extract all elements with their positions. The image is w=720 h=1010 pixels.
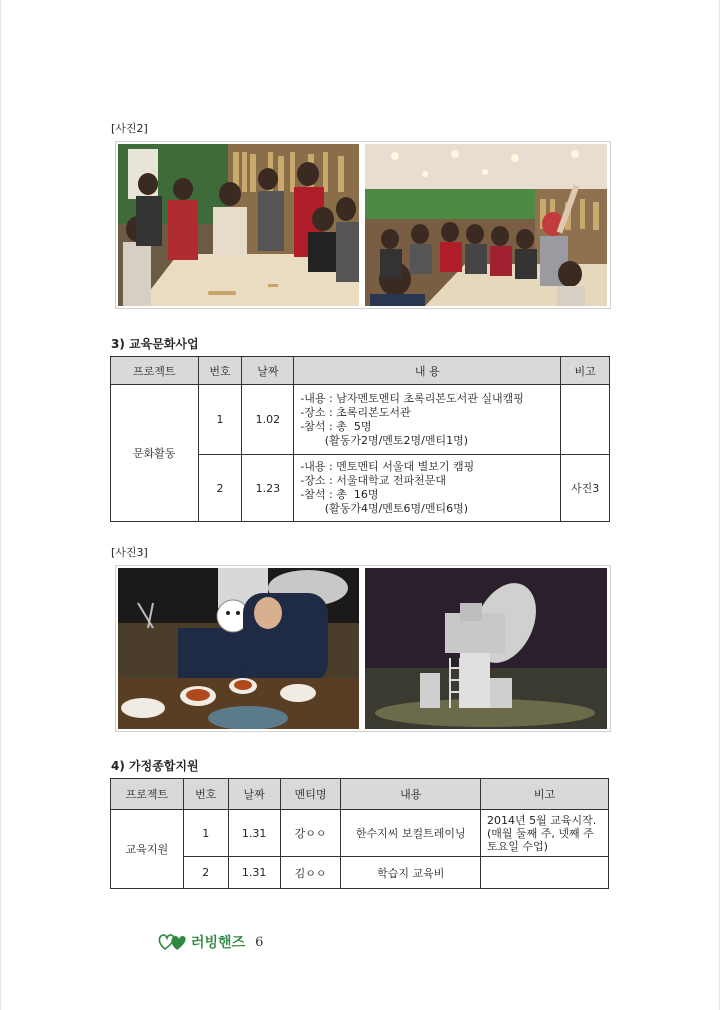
- header-number: 번호: [183, 779, 228, 810]
- page-number: 6: [255, 934, 264, 950]
- header-content: 내용: [341, 779, 481, 810]
- project-cell: 교육지원: [111, 810, 184, 889]
- section4-title: 4) 가정종합지원: [111, 759, 199, 773]
- mentee-cell: 김ㅇㅇ: [280, 857, 341, 889]
- header-mentee: 멘티명: [280, 779, 341, 810]
- number-cell: 1: [198, 385, 242, 455]
- date-cell: 1.02: [242, 385, 294, 455]
- content-line: -내용 : 멘토멘티 서울대 별보기 캠핑: [300, 460, 475, 473]
- section3-title: 3) 교육문화사업: [111, 337, 199, 351]
- content-line: (활동가4명/멘토6명/멘티6명): [300, 502, 469, 515]
- header-content: 내 용: [294, 357, 561, 385]
- header-date: 날짜: [242, 357, 294, 385]
- number-cell: 2: [198, 455, 242, 522]
- header-project: 프로젝트: [111, 357, 199, 385]
- content-cell: 학습지 교육비: [341, 857, 481, 889]
- project-cell: 문화활동: [111, 385, 199, 522]
- content-line: -장소 : 서울대학교 전파천문대: [300, 474, 447, 487]
- note-cell: [561, 385, 610, 455]
- table-row: [111, 857, 609, 889]
- header-note: 비고: [561, 357, 610, 385]
- content-line: -내용 : 남자멘토멘티 초록리본도서관 실내캠핑: [300, 391, 524, 405]
- table-header-row: [111, 779, 609, 810]
- culture-activity-table: [110, 356, 610, 522]
- header-number: 번호: [198, 357, 242, 385]
- table-row: [111, 385, 610, 455]
- note-line: (매월 둘째 주, 넷째 주: [487, 826, 594, 840]
- note-cell: [481, 810, 609, 857]
- photo3-frame: [115, 565, 611, 732]
- content-cell: [294, 455, 561, 522]
- content-line: -참석 : 총 5명: [300, 419, 372, 433]
- content-line: (활동가2명/멘토2명/멘티1명): [300, 433, 469, 447]
- date-cell: 1.23: [242, 455, 294, 522]
- photo3-left-image: [118, 568, 359, 729]
- header-date: 날짜: [228, 779, 280, 810]
- photo2-left-image: [118, 144, 359, 306]
- table-header-row: [111, 357, 610, 385]
- note-cell: 사진3: [561, 455, 610, 522]
- photo2-frame: [115, 141, 611, 309]
- content-line: -장소 : 초록리본도서관: [300, 405, 411, 419]
- note-cell: [481, 857, 609, 889]
- header-project: 프로젝트: [111, 779, 184, 810]
- photo2-label: [사진2]: [111, 122, 148, 135]
- date-cell: 1.31: [228, 810, 280, 857]
- family-support-table: [110, 778, 609, 889]
- photo2-right-image: [365, 144, 607, 306]
- date-cell: 1.31: [228, 857, 280, 889]
- brand-name: 러빙핸즈: [191, 935, 246, 951]
- photo3-right-image: [365, 568, 607, 729]
- content-cell: [294, 385, 561, 455]
- table-row: [111, 810, 609, 857]
- note-line: 토요일 수업): [487, 839, 548, 853]
- number-cell: 1: [183, 810, 228, 857]
- mentee-cell: 강ㅇㅇ: [280, 810, 341, 857]
- heart-leaf-logo-icon: [157, 932, 187, 952]
- content-line: -참석 : 총 16명: [300, 488, 379, 501]
- footer: [157, 932, 263, 952]
- header-note: 비고: [481, 779, 609, 810]
- content-cell: 한수지씨 보컬트레이닝: [341, 810, 481, 857]
- note-line: 2014년 5월 교육시작.: [487, 813, 597, 827]
- number-cell: 2: [183, 857, 228, 889]
- photo3-label: [사진3]: [111, 546, 148, 559]
